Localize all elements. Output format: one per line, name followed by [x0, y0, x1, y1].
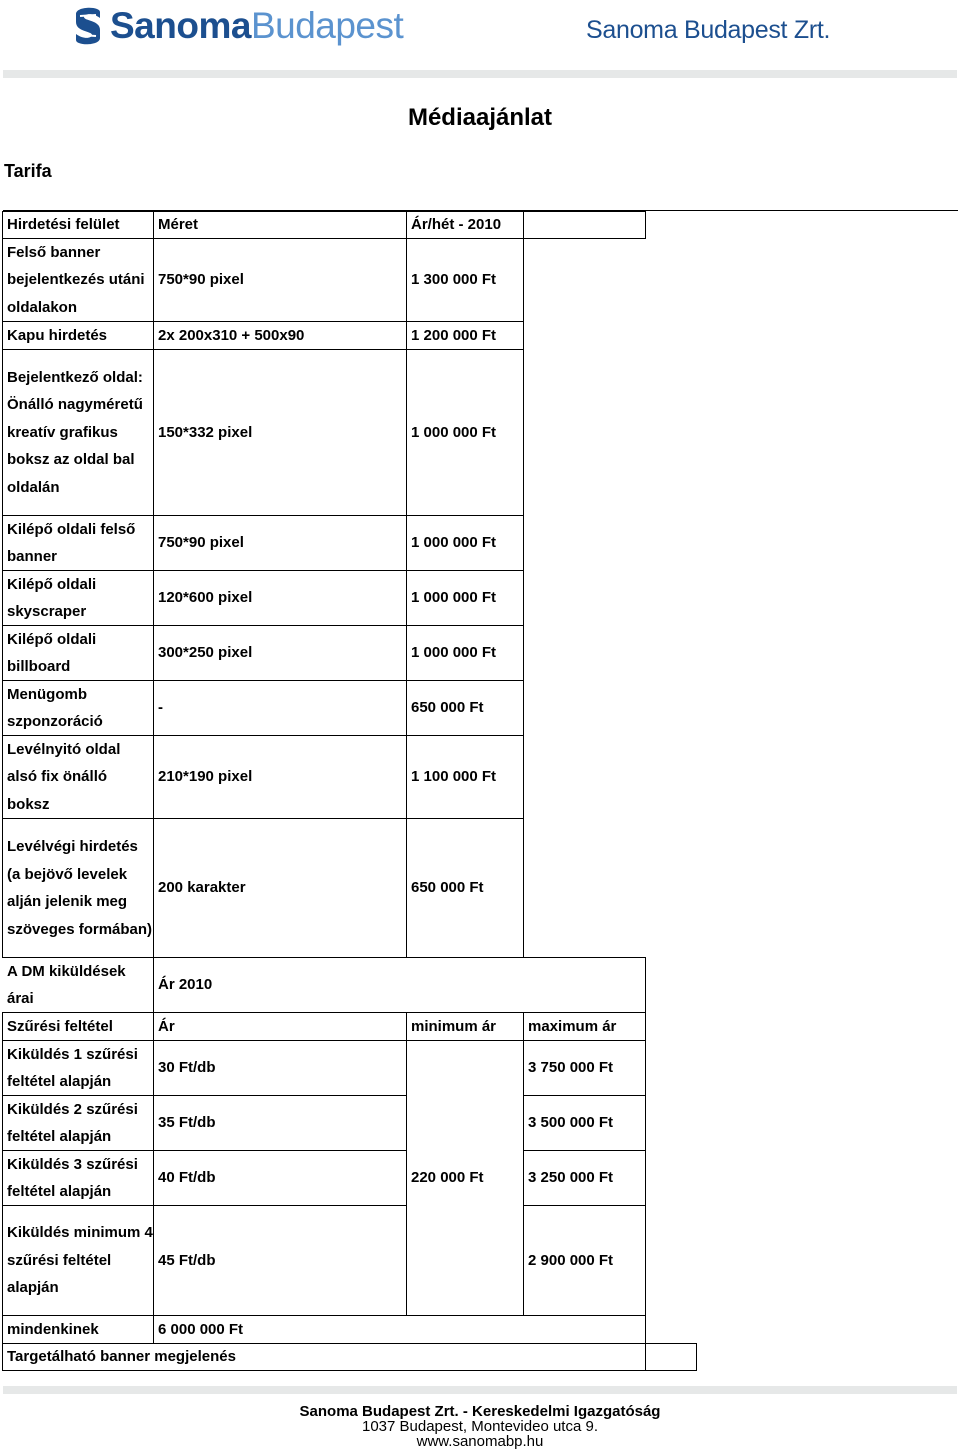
header-cell: Szűrési feltétel: [2, 1012, 154, 1041]
header-cell: minimum ár: [406, 1012, 524, 1041]
surface-cell: Kilépő oldali skyscraper: [2, 570, 154, 626]
max-price-cell: 3 250 000 Ft: [523, 1150, 646, 1206]
targeted-label-cell: Targetálható banner megjelenés: [2, 1343, 646, 1371]
filter-cell: Kiküldés minimum 4 szűrési feltétel alapján: [2, 1205, 154, 1316]
footer: [0, 1404, 960, 1449]
sanoma-logo-icon: [70, 4, 106, 48]
size-cell: 300*250 pixel: [153, 625, 407, 681]
header-cell: Ár/hét - 2010: [406, 211, 524, 239]
unit-price-cell: 30 Ft/db: [153, 1040, 407, 1096]
max-price-cell: 2 900 000 Ft: [523, 1205, 646, 1316]
unit-price-cell: 45 Ft/db: [153, 1205, 407, 1316]
section-title: Tarifa: [4, 161, 52, 181]
surface-cell: Felső banner bejelentkezés utáni oldalakon: [2, 238, 154, 322]
size-cell: 750*90 pixel: [153, 238, 407, 322]
min-price-cell: 220 000 Ft: [406, 1040, 524, 1316]
logo-wordmark: [110, 4, 403, 48]
size-cell: 2x 200x310 + 500x90: [153, 321, 407, 350]
footer-address: 1037 Budapest, Montevideo utca 9.: [361, 1418, 598, 1435]
price-cell: 1 000 000 Ft: [406, 349, 524, 516]
size-cell: 150*332 pixel: [153, 349, 407, 516]
filter-cell: Kiküldés 2 szűrési feltétel alapján: [2, 1095, 154, 1151]
header-cell: Méret: [153, 211, 407, 239]
price-cell: 1 300 000 Ft: [406, 238, 524, 322]
max-price-cell: 3 500 000 Ft: [523, 1095, 646, 1151]
surface-cell: Menügomb szponzoráció: [2, 680, 154, 736]
size-cell: 200 karakter: [153, 818, 407, 958]
company-logo: [70, 2, 403, 50]
header-cell-empty: [523, 211, 646, 239]
header-cell: Ár: [153, 1012, 407, 1041]
price-cell: 1 000 000 Ft: [406, 515, 524, 571]
page-title: Médiaajánlat: [407, 104, 553, 131]
logo-sanoma: Sanoma: [110, 5, 251, 46]
size-cell: 750*90 pixel: [153, 515, 407, 571]
size-cell: 210*190 pixel: [153, 735, 407, 819]
unit-price-cell: 40 Ft/db: [153, 1150, 407, 1206]
surface-cell: Kilépő oldali billboard: [2, 625, 154, 681]
header-cell: Hirdetési felület: [2, 211, 154, 239]
surface-cell: Kilépő oldali felső banner: [2, 515, 154, 571]
dm-price-header-cell: Ár 2010: [153, 957, 646, 1013]
everyone-label-cell: mindenkinek: [2, 1315, 154, 1344]
surface-cell: Levélvégi hirdetés (a bejövő levelek alján jelenik meg szöveges formában): [2, 818, 154, 958]
footer-divider: [3, 1386, 957, 1394]
price-cell: 1 100 000 Ft: [406, 735, 524, 819]
price-cell: 1 200 000 Ft: [406, 321, 524, 350]
header-divider: [3, 70, 957, 78]
surface-cell: Kapu hirdetés: [2, 321, 154, 350]
price-cell: 650 000 Ft: [406, 680, 524, 736]
unit-price-cell: 35 Ft/db: [153, 1095, 407, 1151]
footer-company: Sanoma Budapest Zrt. - Kereskedelmi Igazgatóság: [299, 1403, 661, 1420]
filter-cell: Kiküldés 3 szűrési feltétel alapján: [2, 1150, 154, 1206]
targeted-empty-cell: [645, 1343, 697, 1371]
footer-website: www.sanomabp.hu: [416, 1433, 544, 1450]
size-cell: -: [153, 680, 407, 736]
price-cell: 650 000 Ft: [406, 818, 524, 958]
price-cell: 1 000 000 Ft: [406, 570, 524, 626]
header-cell: maximum ár: [523, 1012, 646, 1041]
size-cell: 120*600 pixel: [153, 570, 407, 626]
everyone-price-cell: 6 000 000 Ft: [153, 1315, 646, 1344]
company-name: Sanoma Budapest Zrt.: [586, 16, 831, 44]
surface-cell: Bejelentkező oldal: Önálló nagyméretű kreatív grafikus boksz az oldal bal oldalán: [2, 349, 154, 516]
max-price-cell: 3 750 000 Ft: [523, 1040, 646, 1096]
surface-cell: Levélnyitó oldal alsó fix önálló boksz: [2, 735, 154, 819]
logo-budapest: Budapest: [250, 5, 404, 46]
filter-cell: Kiküldés 1 szűrési feltétel alapján: [2, 1040, 154, 1096]
dm-label-cell: A DM kiküldések árai: [7, 962, 126, 1007]
price-cell: 1 000 000 Ft: [406, 625, 524, 681]
